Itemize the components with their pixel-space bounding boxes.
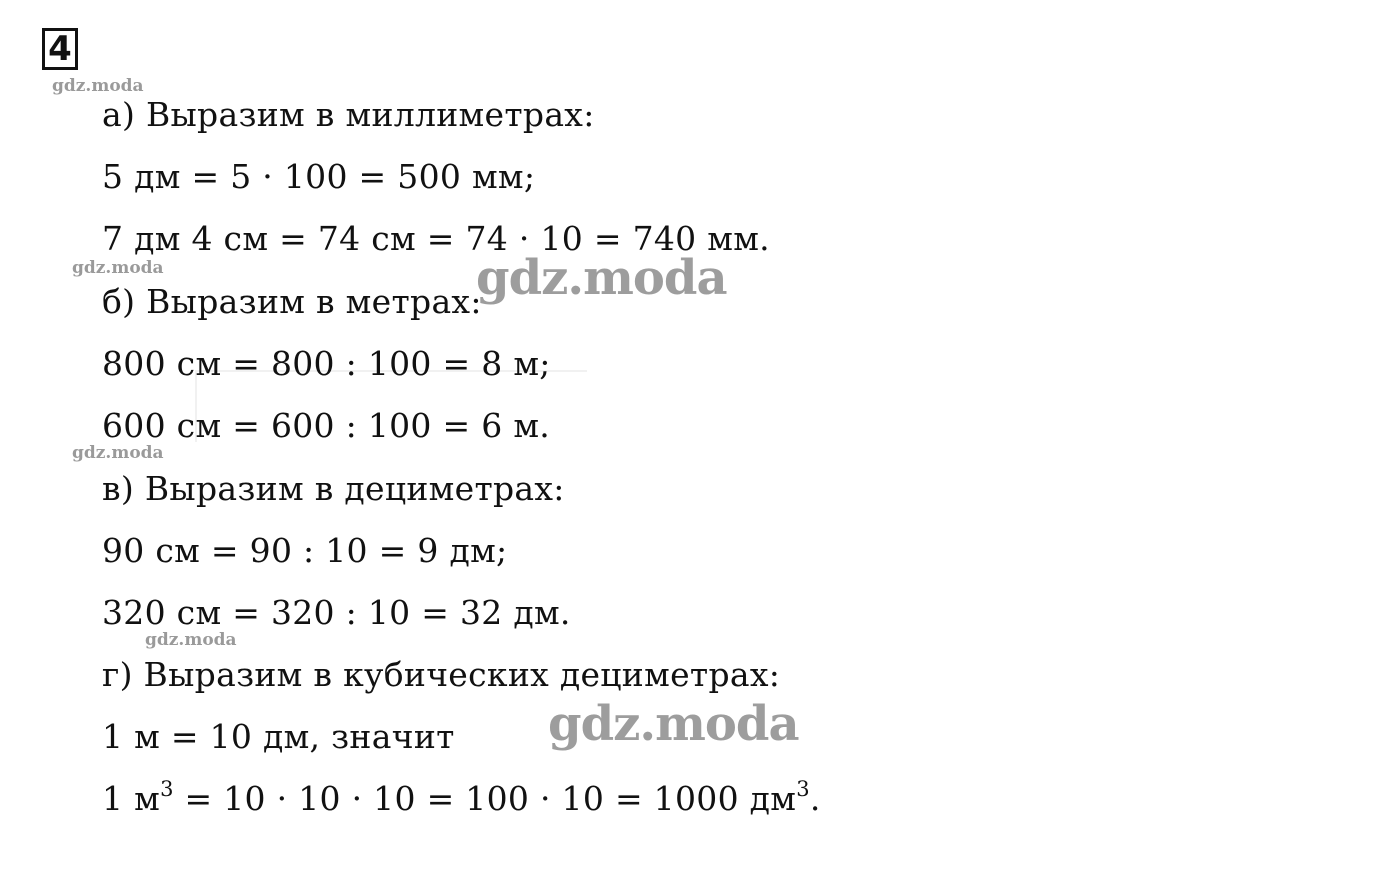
watermark-small-4: gdz.moda (145, 630, 237, 650)
line-g-2-part-c: . (809, 779, 821, 818)
watermark-large-1: gdz.moda (476, 250, 727, 306)
heading-v: в) Выразим в дециметрах: (102, 469, 565, 508)
heading-a: а) Выразим в миллиметрах: (102, 95, 595, 134)
line-g-2-part-a: 1 м (102, 779, 161, 818)
line-b-2: 600 см = 600 : 100 = 6 м. (102, 406, 551, 445)
heading-b: б) Выразим в метрах: (102, 282, 482, 321)
line-v-2: 320 см = 320 : 10 = 32 дм. (102, 593, 571, 632)
watermark-small-2: gdz.moda (72, 258, 164, 278)
line-b-1: 800 см = 800 : 100 = 8 м; (102, 344, 551, 383)
line-a-1: 5 дм = 5 · 100 = 500 мм; (102, 157, 536, 196)
task-number-box: 4 (42, 28, 78, 70)
line-v-1: 90 см = 90 : 10 = 9 дм; (102, 531, 508, 570)
line-g-2-part-b: = 10 · 10 · 10 = 100 · 10 = 1000 дм (173, 779, 797, 818)
line-g-1: 1 м = 10 дм, значит (102, 717, 455, 756)
line-a-2: 7 дм 4 см = 74 см = 74 · 10 = 740 мм. (102, 219, 770, 258)
watermark-small-3: gdz.moda (72, 443, 164, 463)
watermark-small-1: gdz.moda (52, 76, 144, 96)
watermark-large-2: gdz.moda (548, 696, 799, 752)
line-g-2-sup-1: 3 (160, 777, 174, 801)
heading-g: г) Выразим в кубических дециметрах: (102, 655, 781, 694)
line-g-2-sup-2: 3 (796, 777, 810, 801)
line-g-2 (102, 779, 821, 819)
